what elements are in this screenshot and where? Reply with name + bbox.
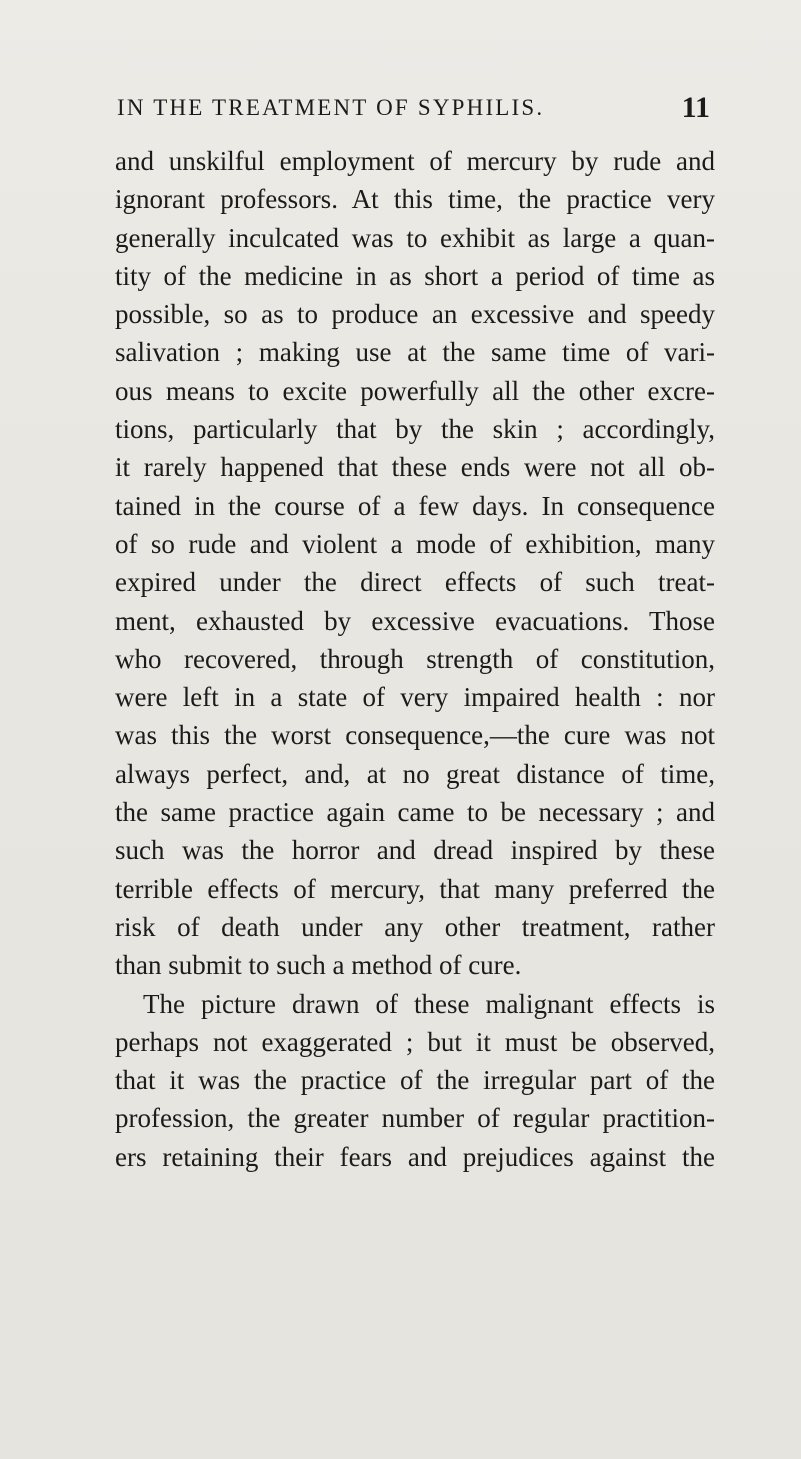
running-title: IN THE TREATMENT OF SYPHILIS. xyxy=(117,95,545,120)
page-number: 11 xyxy=(681,91,710,124)
text-line: always perfect, and, at no great distance of time, xyxy=(115,758,715,789)
text-line: terrible effects of mercury, that many preferred the xyxy=(115,873,715,904)
text-line: expired under the direct effects of such treat- xyxy=(115,567,715,598)
text-line: The picture drawn of these malignant effects is xyxy=(143,988,715,1019)
text-line: was this the worst consequence,—the cure was not xyxy=(115,720,715,751)
text-line: tained in the course of a few days. In consequence xyxy=(115,490,715,521)
text-line: tity of the medicine in as short a period of time as xyxy=(115,260,715,291)
paragraph-1 xyxy=(115,142,715,985)
text-line: than submit to such a method of cure. xyxy=(115,950,522,981)
text-line: such was the horror and dread inspired by these xyxy=(115,835,715,866)
text-line: were left in a state of very impaired health : nor xyxy=(115,682,715,713)
text-line: who recovered, through strength of constitution, xyxy=(115,643,715,674)
text-line: profession, the greater number of regular practition- xyxy=(115,1103,715,1134)
text-line: the same practice again came to be necessary ; and xyxy=(115,797,715,828)
text-line: ment, exhausted by excessive evacuations. Those xyxy=(115,605,715,636)
paragraph-2 xyxy=(115,985,715,1176)
running-head xyxy=(110,88,710,128)
text-line: it rarely happened that these ends were not all ob- xyxy=(115,452,715,483)
text-line: that it was the practice of the irregular part of the xyxy=(115,1065,715,1096)
text-line: generally inculcated was to exhibit as large a quan- xyxy=(115,222,715,253)
text-line: ous means to excite powerfully all the other excre- xyxy=(115,375,715,406)
body-text xyxy=(115,142,715,1176)
text-line: possible, so as to produce an excessive and speedy xyxy=(115,299,715,330)
text-line: of so rude and violent a mode of exhibition, many xyxy=(115,528,715,559)
text-line: and unskilful employment of mercury by rude and xyxy=(115,146,715,176)
text-line: tions, particularly that by the skin ; accordingly, xyxy=(115,414,715,445)
text-line: perhaps not exaggerated ; but it must be observed, xyxy=(115,1026,715,1057)
text-line: ignorant professors. At this time, the practice very xyxy=(115,184,715,215)
text-line: ers retaining their fears and prejudices against the xyxy=(115,1141,715,1172)
text-line: salivation ; making use at the same time of vari- xyxy=(115,337,715,368)
text-line: risk of death under any other treatment, rather xyxy=(115,911,715,942)
